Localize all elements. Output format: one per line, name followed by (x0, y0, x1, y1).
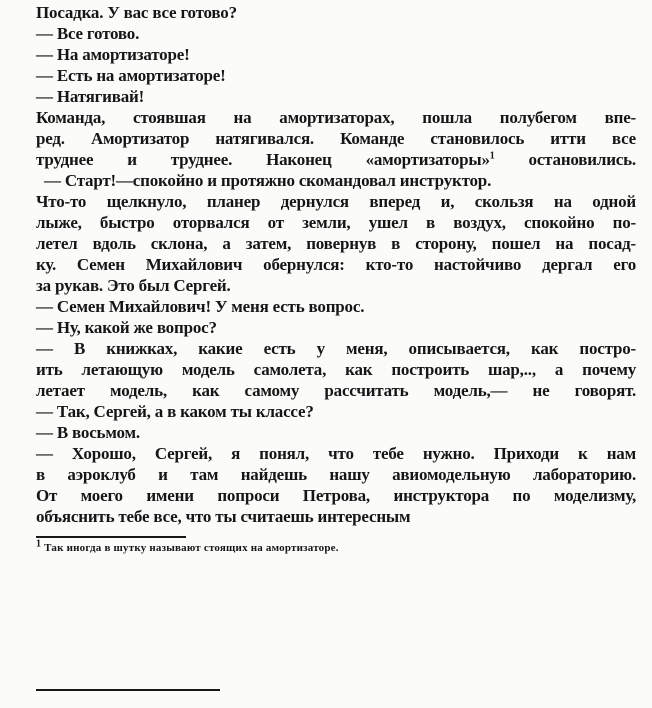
text-line: — Так, Сергей, а в каком ты классе? (36, 402, 314, 421)
text-line: летает модель, как самому рассчитать модель,— не говорят. (36, 381, 636, 400)
text-line: летел вдоль склона, а затем, повернув в сторону, пошел на посад- (36, 234, 636, 253)
text-line-with-footnote-ref (36, 149, 636, 170)
text-line: Команда, стоявшая на амортизаторах, пошла полубегом впе- (36, 108, 636, 127)
footnote-separator (36, 536, 186, 538)
text-line: От моего имени попроси Петрова, инструктора по моделизму, (36, 486, 636, 505)
page-bottom-rule (36, 689, 220, 691)
text-line: объяснить тебе все, что ты считаешь интересным (36, 507, 411, 526)
text-line: — В восьмом. (36, 423, 140, 442)
text-line: ить летающую модель самолета, как построить шар,.., а почему (36, 360, 636, 379)
text-line: — Натягивай! (36, 87, 145, 106)
text-line: — Старт!—спокойно и протяжно скомандовал инструктор. (44, 171, 492, 190)
text-line: лыже, быстро оторвался от земли, ушел в воздух, спокойно по- (36, 213, 636, 232)
footnote-number: 1 (36, 538, 42, 550)
footnote-ref: 1 (489, 150, 495, 162)
text-line: за рукав. Это был Сергей. (36, 276, 231, 295)
text-line: ред. Амортизатор натягивался. Команде становилось итти все (36, 129, 636, 148)
text-line: в аэроклуб и там найдешь нашу авиомодельную лабораторию. (36, 465, 636, 484)
text-fragment: остановились. (528, 150, 636, 169)
text-line: — Есть на амортизаторе! (36, 66, 226, 85)
text-line: — Семен Михайлович! У меня есть вопрос. (36, 297, 365, 316)
text-line: ку. Семен Михайлович обернулся: кто-то настойчиво дергал его (36, 255, 636, 274)
footnote-text: Так иногда в шутку называют стоящих на амортизаторе. (44, 542, 339, 554)
text-line: — На амортизаторе! (36, 45, 190, 64)
book-page (36, 0, 636, 708)
text-line: Что-то щелкнуло, планер дернулся вперед и, скользя на одной (36, 192, 636, 211)
text-line: Посадка. У вас все готово? (36, 3, 237, 22)
text-fragment: труднее и труднее. Наконец «амортизаторы» (36, 150, 490, 169)
footnote (36, 538, 636, 555)
text-line: — Хорошо, Сергей, я понял, что тебе нужно. Приходи к нам (36, 444, 636, 463)
text-line: — Ну, какой же вопрос? (36, 318, 217, 337)
text-line: — Все готово. (36, 24, 140, 43)
text-line: — В книжках, какие есть у меня, описывается, как постро- (36, 339, 636, 358)
